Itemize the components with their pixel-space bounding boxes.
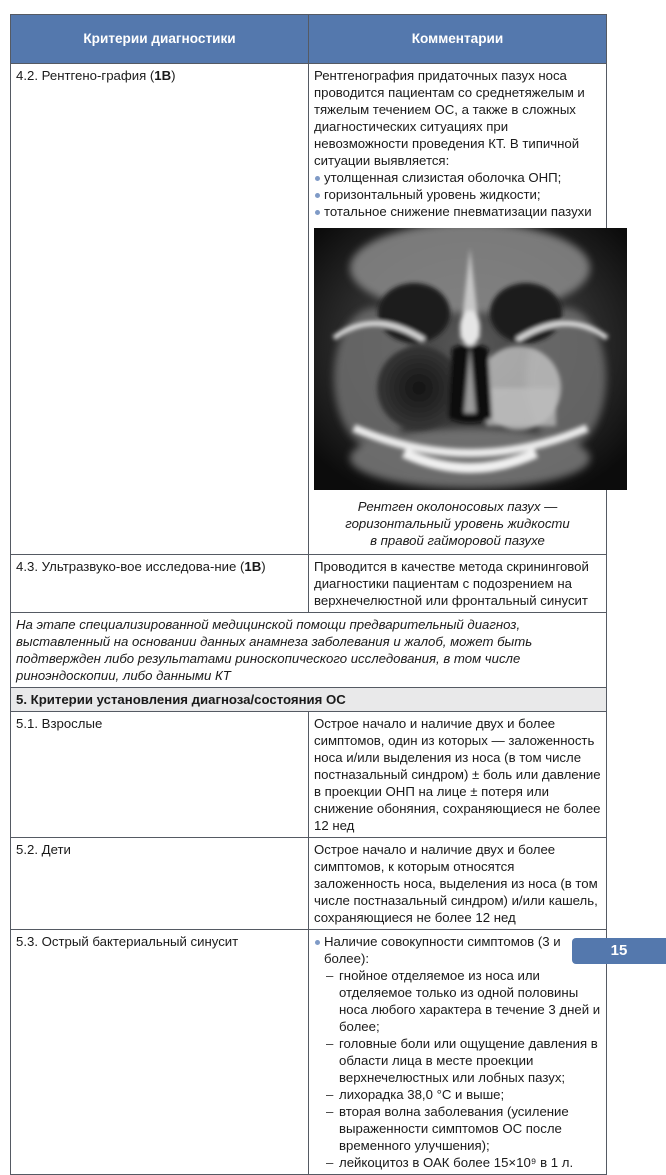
list-item: Наличие совокупности симптомов (3 и более): xyxy=(314,933,601,967)
list-item: – головные боли или ощущение давления в области лица в месте проекции верхнечелюстных или лобных пазух; xyxy=(326,1035,601,1086)
criterion-5-2: 5.2. Дети xyxy=(11,838,309,930)
criterion-5-3: 5.3. Острый бактериальный синусит xyxy=(11,930,309,1175)
table-row-note xyxy=(11,613,607,688)
caption-line-2: в правой гайморовой пазухе xyxy=(370,533,545,548)
criterion-4-2 xyxy=(11,64,309,555)
xray-caption xyxy=(314,498,601,549)
page-number: 15 xyxy=(572,938,666,964)
table-row-5-2 xyxy=(11,838,607,930)
criterion-5-1: 5.1. Взрослые xyxy=(11,712,309,838)
xray-figure xyxy=(314,220,601,551)
list-item: – лейкоцитоз в ОАК более 15×10⁹ в 1 л. xyxy=(326,1154,601,1171)
list-item: тотальное снижение пневматизации пазухи xyxy=(314,203,601,220)
header-criteria: Критерии диагностики xyxy=(11,15,309,64)
evidence-level-4-2: 1В xyxy=(154,68,172,83)
list-item: – лихорадка 38,0 °С и выше; xyxy=(326,1086,601,1103)
list-item: утолщенная слизистая оболочка ОНП; xyxy=(314,169,601,186)
symptom-list xyxy=(314,967,601,1171)
comment-4-2 xyxy=(309,64,607,555)
comment-5-2: Острое начало и наличие двух и более симптомов, к которым относятся заложенность носа, выделения из носа (в том числе постназальный синдром) и/или кашель, сохраняющиеся не более 12 нед xyxy=(309,838,607,930)
table-row-5-1 xyxy=(11,712,607,838)
evidence-level-4-3: 1В xyxy=(244,559,262,574)
criterion-4-3-close: ) xyxy=(261,559,266,574)
list-item: горизонтальный уровень жидкости; xyxy=(314,186,601,203)
list-item: – вторая волна заболевания (усиление выраженности симптомов ОС после временного улучшения); xyxy=(326,1103,601,1154)
criterion-4-2-label: 4.2. Рентгено-графия ( xyxy=(16,68,155,83)
diagnostic-criteria-table xyxy=(10,14,607,1175)
criterion-4-3 xyxy=(11,555,309,613)
table-header-row xyxy=(11,15,607,64)
header-comments: Комментарии xyxy=(309,15,607,64)
criterion-4-2-close: ) xyxy=(171,68,176,83)
xray-image xyxy=(314,228,627,490)
note-text: На этапе специализированной медицинской помощи предварительный диагноз, выставленный на основании данных анамнеза заболевания и жалоб, может быть подтвержден либо результатами риноскопического исследования, в том числе риноэндоскопии, либо данными КТ xyxy=(11,613,607,688)
symptom-lead-list xyxy=(314,933,601,967)
criterion-4-3-label: 4.3. Ультразвуко-вое исследова-ние ( xyxy=(16,559,245,574)
table-row-5-3 xyxy=(11,930,607,1175)
table-row-4-3 xyxy=(11,555,607,613)
list-item: – гнойное отделяемое из носа или отделяемое только из одной половины носа любого характера в течение 3 дней и более; xyxy=(326,967,601,1035)
comment-4-2-text: Рентгенография придаточных пазух носа проводится пациентам со среднетяжелым и тяжелым течением ОС, а также в сложных диагностических ситуациях при невозможности проведения КТ. В типичной ситуации выявляется: xyxy=(314,68,585,168)
comment-5-3 xyxy=(309,930,607,1175)
section-5-title: 5. Критерии установления диагноза/состояния ОС xyxy=(11,688,607,712)
comment-5-1: Острое начало и наличие двух и более симптомов, один из которых — заложенность носа и/или выделения из носа (в том числе постназальный синдром) ± боль или давление в проекции ОНП на лице ± потеря или снижение обоняния, сохраняющиеся не более 12 нед xyxy=(309,712,607,838)
findings-list xyxy=(314,169,601,220)
section-5-header-row xyxy=(11,688,607,712)
comment-4-3: Проводится в качестве метода скрининговой диагностики пациентам с подозрением на верхнечелюстной или фронтальный синусит xyxy=(309,555,607,613)
caption-line-1: Рентген околоносовых пазух — горизонтальный уровень жидкости xyxy=(345,499,570,531)
table-row-4-2 xyxy=(11,64,607,555)
